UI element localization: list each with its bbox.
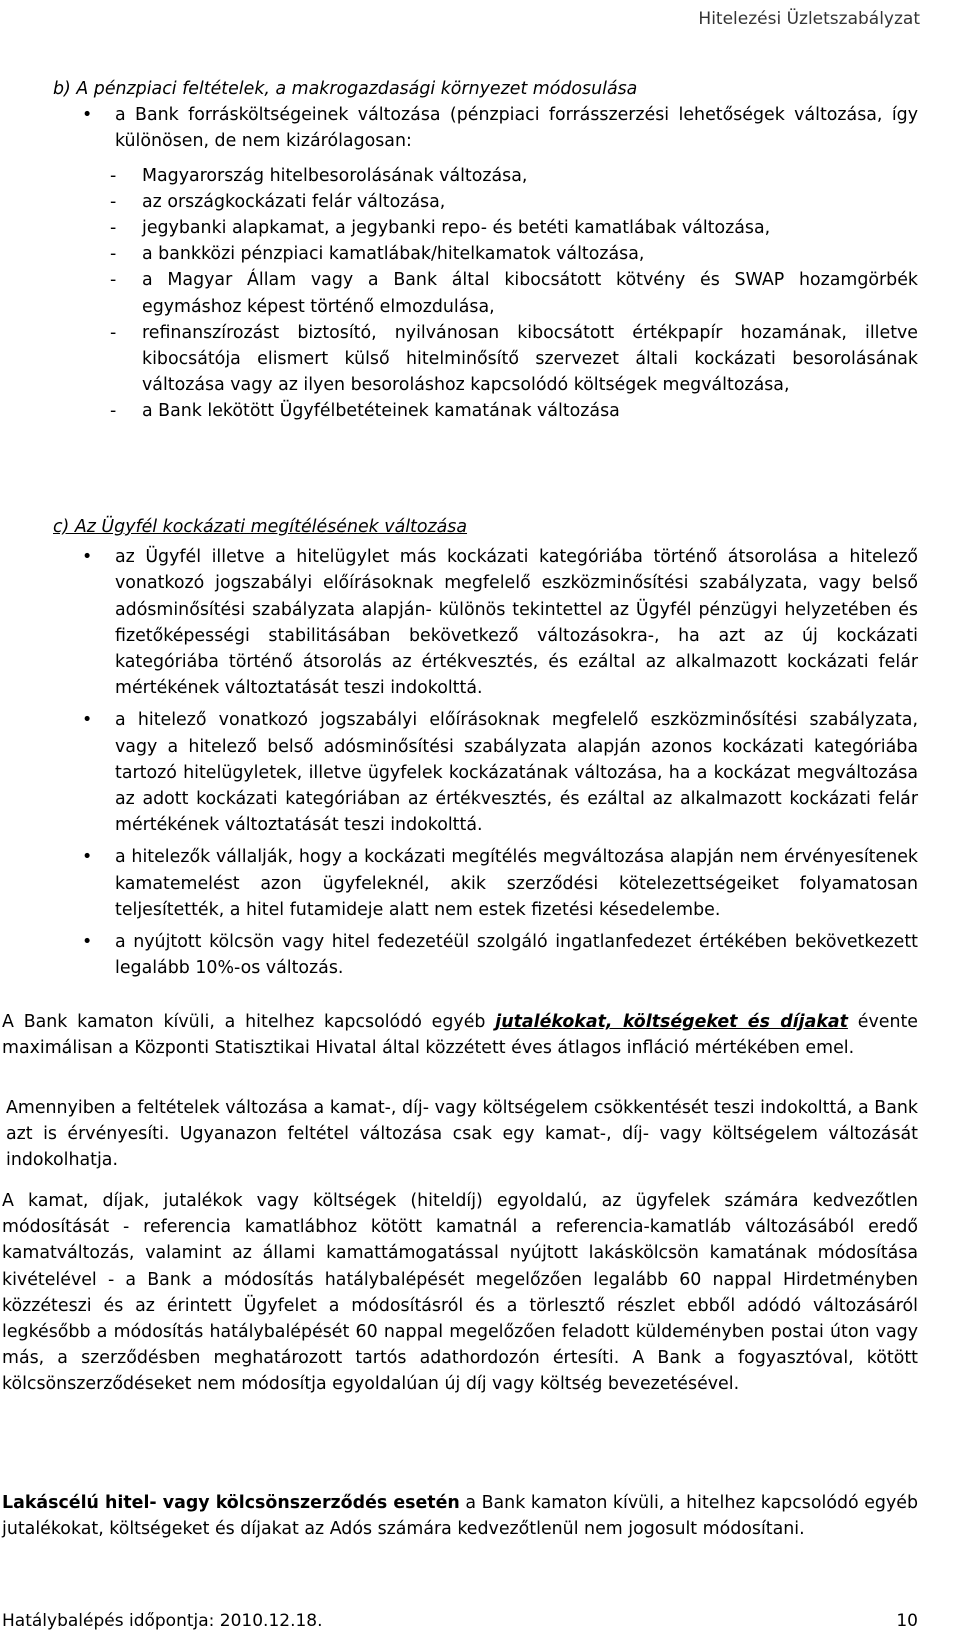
list-item: • az Ügyfél illetve a hitelügylet más kockázati kategóriába történő átsorolása a hitelező vonatkozó jogszabályi előírásoknak megfelelő eszközminősítési szabályzata, vagy belső adósminősítési szabályzata alapján- különös tekintettel az Ügyfél pénzügyi helyzetében és fizetőképességi stabilitásában bekövetkező változásokra-, ha azt az új kockázati kategóriába történő átsorolás az értékvesztés, és ezáltal az alkalmazott kockázati felár mértékének változtatását teszi indokolttá. — [115, 544, 918, 701]
paragraph-fees — [2, 1009, 918, 1061]
page-number: 10 — [896, 1611, 918, 1631]
dash-item: - Magyarország hitelbesorolásának változása, — [142, 163, 918, 189]
section-b — [53, 76, 918, 425]
list-item: • a nyújtott kölcsön vagy hitel fedezetéül szolgáló ingatlanfedezet értékében bekövetkezett legalább 10%-os változás. — [115, 929, 918, 981]
emphasis-fees: jutalékokat, költségeket és díjakat — [495, 1012, 848, 1032]
list-item: • a hitelező vonatkozó jogszabályi előírásoknak megfelelő eszközminősítési szabályzata, vagy a hitelező belső adósminősítési szabályzata alapján azonos kockázati kategóriába tartozó hitelügyletek, illetve ügyfelek kockázatának változása, ha a kockázat megváltozása az adott kockázati kategóriában az értékvesztés, és ezáltal az alkalmazott kockázati felár mértékének változtatását teszi indokolttá. — [115, 707, 918, 838]
section-b-title: b) A pénzpiaci feltételek, a makrogazdasági környezet módosulása — [53, 79, 638, 99]
paragraph-text: a Bank kamaton kívüli, a hitelhez kapcsolódó egyéb jutalékokat, költségeket és díjakat az Adós számára kedvezőtlenül nem jogosult módosítani. — [2, 1493, 918, 1540]
dash-item: - a bankközi pénzpiaci kamatlábak/hitelkamatok változása, — [142, 241, 918, 267]
dash-item: - az országkockázati felár változása, — [142, 189, 918, 215]
paragraph-unilateral-change: A kamat, díjak, jutalékok vagy költségek (hiteldíj) egyoldalú, az ügyfelek számára kedvezőtlen módosítását - referencia kamatlábhoz kötött kamatnál a referencia-kamatláb változásából eredő kamatváltozás, valamint az állami kamattámogatással nyújtott lakáskölcsön kamatának módosítása kivételével - a Bank a módosítás hatálybalépését megelőzően legalább 60 nappal Hirdetményben közzéteszi és az érintett Ügyfelet a módosításról és a törlesztő részlet ebből adódó változásáról legkésőbb a módosítás hatálybalépését 60 nappal megelőzően feladott küldeményben postai úton vagy más, a szerződésben meghatározott tartós adathordozón értesíti. A Bank a fogyasztóval, kötött kölcsönszerződéseket nem módosítja egyoldalúan új díj vagy költség bevezetésével. — [2, 1191, 918, 1395]
running-header: Hitelezési Üzletszabályzat — [698, 9, 920, 29]
bold-lead: Lakáscélú hitel- vagy kölcsönszerződés esetén — [2, 1493, 460, 1513]
effective-date: Hatálybalépés időpontja: 2010.12.18. — [2, 1611, 323, 1631]
section-c-title: c) Az Ügyfél kockázati megítélésének változása — [53, 517, 468, 537]
paragraph-reduction: Amennyiben a feltételek változása a kamat-, díj- vagy költségelem csökkentését teszi indokolttá, a Bank azt is érvényesíti. Ugyanazon feltétel változása csak egy kamat-, díj- vagy költségelem változását indokolhatja. — [6, 1098, 918, 1171]
dash-item: - a Bank lekötött Ügyfélbetéteinek kamatának változása — [142, 398, 918, 424]
dash-item: - jegybanki alapkamat, a jegybanki repo- és betéti kamatlábak változása, — [142, 215, 918, 241]
dash-item: - refinanszírozást biztosító, nyilvánosan kibocsátott értékpapír hozamának, illetve kibocsátója elismert külső hitelminősítő szervezet általi kockázati besorolásának változása vagy az ilyen besoroláshoz kapcsolódó költségek megváltozása, — [142, 320, 918, 399]
paragraph-housing-loan — [2, 1490, 918, 1542]
dash-item: - a Magyar Állam vagy a Bank által kibocsátott kötvény és SWAP hozamgörbék egymáshoz képest történő elmozdulása, — [142, 267, 918, 319]
dash-list — [142, 163, 918, 425]
paragraph-text: évente maximálisan a Központi Statisztikai Hivatal által közzétett éves átlagos infláció mértékében emel. — [2, 1012, 918, 1059]
list-item: • a Bank forrásköltségeinek változása (pénzpiaci forrásszerzési lehetőségek változása, így különösen, de nem kizárólagosan: — [115, 102, 918, 154]
page-footer — [2, 1608, 918, 1634]
list-item: • a hitelezők vállalják, hogy a kockázati megítélés megváltozása alapján nem érvényesítenek kamatemelést azon ügyfeleknél, akik szerződési kötelezettségeiket folyamatosan teljesítették, a hitel futamideje alatt nem estek fizetési késedelembe. — [115, 844, 918, 923]
section-c — [53, 514, 918, 981]
paragraph-text: A Bank kamaton kívüli, a hitelhez kapcsolódó egyéb — [2, 1012, 496, 1032]
